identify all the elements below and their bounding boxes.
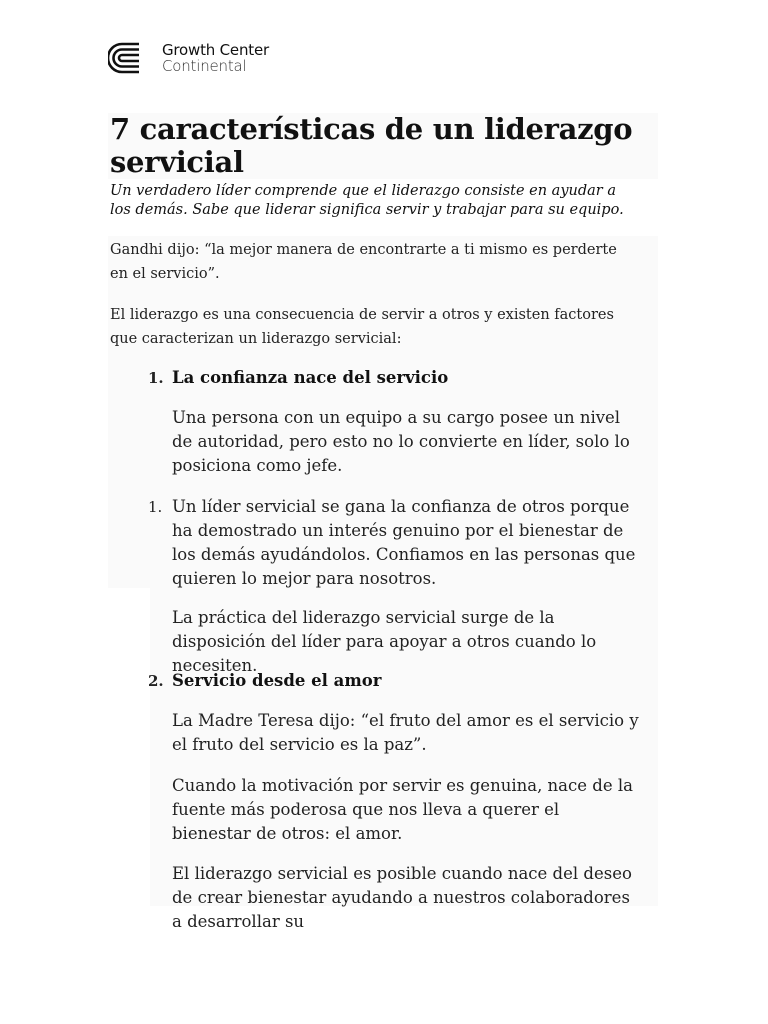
item-paragraph: Una persona con un equipo a su cargo posee un nivel de autoridad, pero esto no lo convierte en líder, solo lo posiciona como jefe. xyxy=(172,408,630,475)
brand-logo xyxy=(108,41,269,75)
list-number: 1. xyxy=(148,369,164,387)
item-heading: Servicio desde el amor xyxy=(172,671,382,690)
item-paragraph: Un líder servicial se gana la confianza de otros porque ha demostrado un interés genuino por el bienestar de los demás ayudándolos. Confiamos en las personas que quieren lo mejor para nosotros. xyxy=(172,497,636,588)
brand-line-2: Continental xyxy=(162,57,247,75)
brand-line-1: Growth Center xyxy=(162,41,269,59)
brand-name xyxy=(162,42,269,74)
item-paragraph: Cuando la motivación por servir es genuina, nace de la fuente más poderosa que nos lleva a querer el bienestar de otros: el amor. xyxy=(172,776,633,843)
item-paragraph: La práctica del liderazgo servicial surge de la disposición del líder para apoyar a otros cuando lo necesiten. xyxy=(172,608,597,675)
intro-paragraph-2: El liderazgo es una consecuencia de servir a otros y existen factores que caracterizan un liderazgo servicial: xyxy=(110,307,614,347)
article-subtitle: Un verdadero líder comprende que el liderazgo consiste en ayudar a los demás. Sabe que liderar significa servir y trabajar para su equipo. xyxy=(110,183,624,218)
growth-center-logo-icon xyxy=(108,41,142,75)
content-background-gap xyxy=(108,588,150,906)
item-paragraph: El liderazgo servicial es posible cuando nace del deseo de crear bienestar ayudando a nuestros colaboradores a desarrollar su xyxy=(172,864,632,931)
item-paragraph: La Madre Teresa dijo: “el fruto del amor es el servicio y el fruto del servicio es la paz”. xyxy=(172,711,639,754)
item-heading: La confianza nace del servicio xyxy=(172,368,449,387)
list-number: 1. xyxy=(148,498,163,516)
list-number: 2. xyxy=(148,672,164,690)
article-title: 7 características de un liderazgo servicial xyxy=(110,112,633,179)
intro-paragraph-1: Gandhi dijo: “la mejor manera de encontrarte a ti mismo es perderte en el servicio”. xyxy=(110,242,617,282)
